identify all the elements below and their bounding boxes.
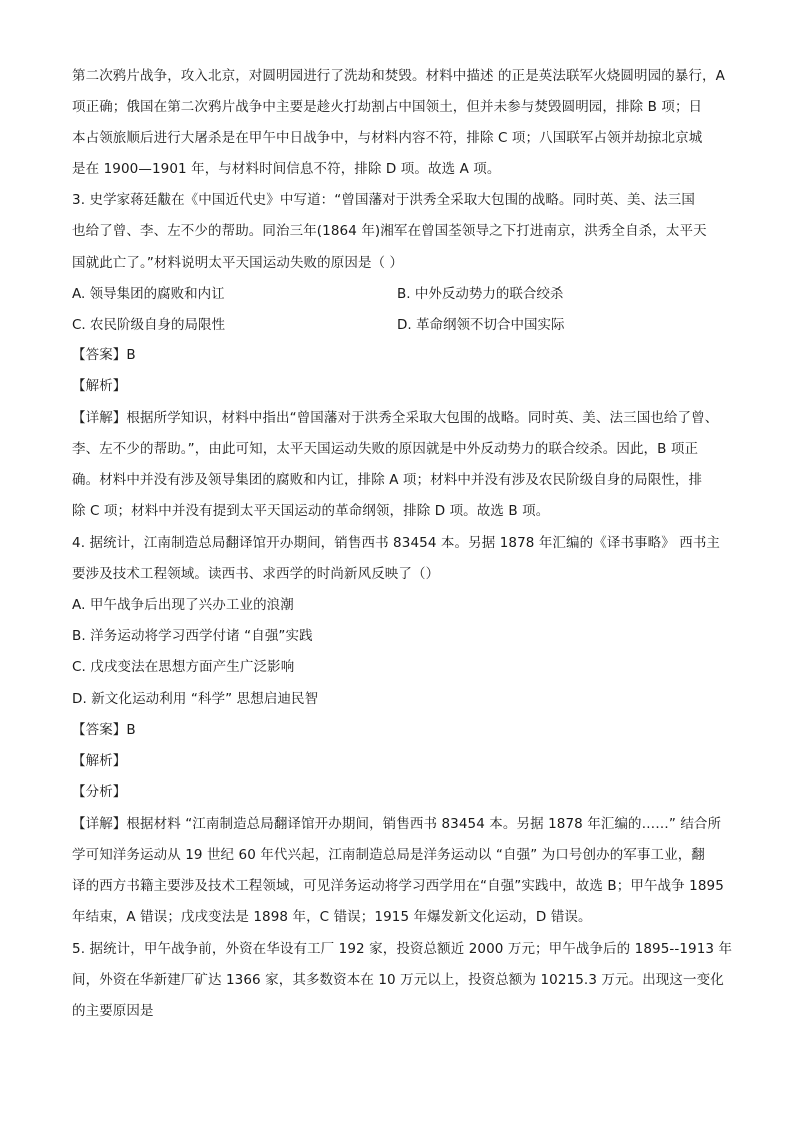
text-line: 项正确；俄国在第二次鸦片战争中主要是趁火打劫割占中国领土，但并未参与焚毁圆明园，排除 B 项；日 [72, 99, 703, 115]
text-line: 【详解】根据材料 “江南制造总局翻译馆开办期间，销售西书 83454 本。另据 1878 年汇编的……” 结合所 [72, 816, 722, 832]
q3-option-d: D. 革命纲领不切合中国实际 [397, 317, 565, 333]
text-line: 第二次鸦片战争，攻入北京，对圆明园进行了洗劫和焚毁。材料中描述 的正是英法联军火烧圆明园的暴行，A [72, 68, 725, 84]
q4-option-c: C. 戊戌变法在思想方面产生广泛影响 [72, 659, 295, 675]
question-5-stem: 5. 据统计，甲午战争前，外资在华设有工厂 192 家，投资总额近 2000 万元；甲午战争后的 1895--1913 年 [72, 941, 733, 957]
question-4-stem: 4. 据统计，江南制造总局翻译馆开办期间，销售西书 83454 本。另据 1878 年汇编的《译书事略》 西书主 [72, 535, 721, 551]
q4-option-b: B. 洋务运动将学习西学付诸 “自强”实践 [72, 628, 313, 644]
analysis-label: 【解析】 [72, 753, 127, 769]
q3-option-b: B. 中外反动势力的联合绞杀 [397, 286, 564, 302]
text-line: 的主要原因是 [72, 1003, 154, 1019]
text-line: 李、左不少的帮助。”，由此可知，太平天国运动失败的原因就是中外反动势力的联合绞杀。因此，B 项正 [72, 441, 699, 457]
q3-option-c: C. 农民阶级自身的局限性 [72, 317, 226, 333]
question-3-stem: 3. 史学家蒋廷黻在《中国近代史》中写道：“曾国藩对于洪秀全采取大包围的战略。同时英、美、法三国 [72, 192, 695, 208]
text-line: 译的西方书籍主要涉及技术工程领域，可见洋务运动将学习西学用在“自强”实践中，故选 B；甲午战争 1895 [72, 878, 724, 894]
analysis-sub-label: 【分析】 [72, 784, 127, 800]
text-line: 确。材料中并没有涉及领导集团的腐败和内讧，排除 A 项；材料中并没有涉及农民阶级自身的局限性，排 [72, 472, 703, 488]
text-line: 除 C 项；材料中并没有提到太平天国运动的革命纲领，排除 D 项。故选 B 项。 [72, 503, 550, 519]
analysis-label: 【解析】 [72, 378, 127, 394]
text-line: 年结束，A 错误；戊戌变法是 1898 年，C 错误；1915 年爆发新文化运动，D 错误。 [72, 909, 592, 925]
text-line: 本占领旅顺后进行大屠杀是在甲午中日战争中，与材料内容不符，排除 C 项；八国联军占领并劫掠北京城 [72, 130, 703, 146]
answer-label: 【答案】B [72, 347, 136, 363]
text-line: 学可知洋务运动从 19 世纪 60 年代兴起，江南制造总局是洋务运动以 “自强” 为口号创办的军事工业，翻 [72, 847, 705, 863]
text-line: 是在 1900—1901 年，与材料时间信息不符，排除 D 项。故选 A 项。 [72, 161, 501, 177]
text-line: 要涉及技术工程领域。读西书、求西学的时尚新风反映了（） [72, 566, 440, 582]
q3-option-a: A. 领导集团的腐败和内讧 [72, 286, 225, 302]
q4-option-a: A. 甲午战争后出现了兴办工业的浪潮 [72, 597, 294, 613]
text-line: 【详解】根据所学知识，材料中指出“曾国藩对于洪秀全采取大包围的战略。同时英、美、法三国也给了曾、 [72, 410, 719, 426]
q4-option-d: D. 新文化运动利用 “科学” 思想启迪民智 [72, 691, 319, 707]
text-line: 间，外资在华新建厂矿达 1366 家，其多数资本在 10 万元以上，投资总额为 10215.3 万元。出现这一变化 [72, 972, 724, 988]
text-line: 也给了曾、李、左不少的帮助。同治三年(1864 年)湘军在曾国荃领导之下打进南京，洪秀全自杀，太平天 [72, 223, 707, 239]
answer-label: 【答案】B [72, 722, 136, 738]
text-line: 国就此亡了。”材料说明太平天国运动失败的原因是（ ） [72, 255, 404, 271]
